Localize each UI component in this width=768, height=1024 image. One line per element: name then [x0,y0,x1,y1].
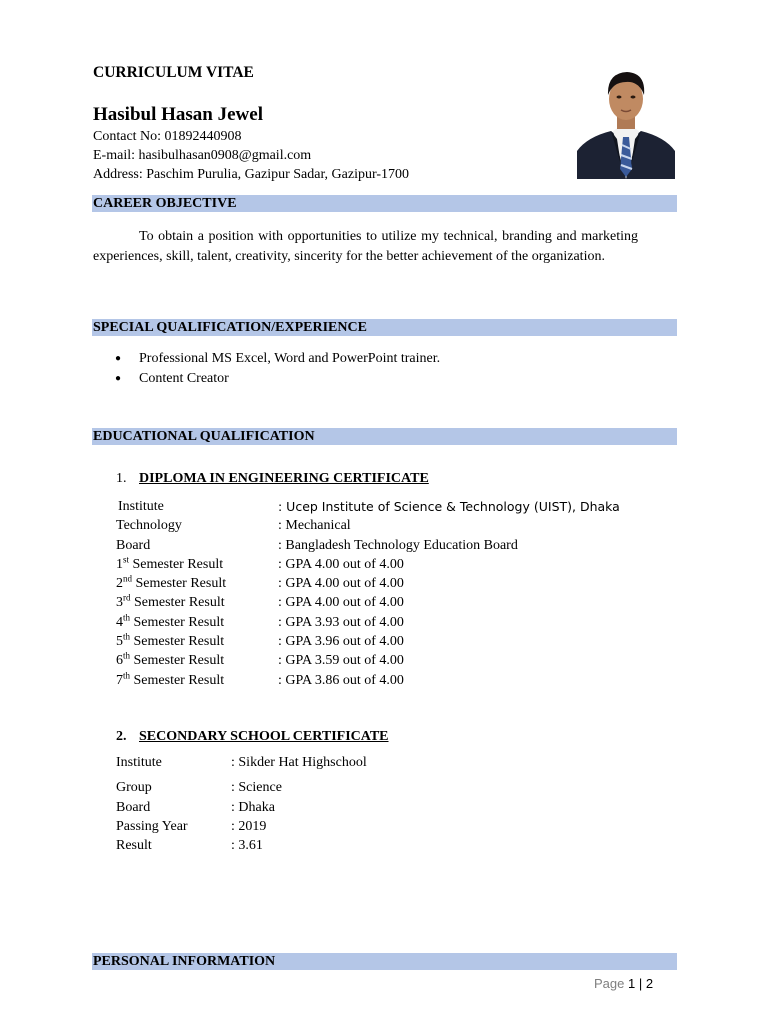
semester-label [116,613,278,632]
postal-address: Address: Paschim Purulia, Gazipur Sadar, Gazipur-1700 [93,167,410,182]
semester-label [116,671,278,690]
board-label: Board [116,537,151,553]
ssc-details [116,753,516,855]
ordinal-suffix: nd [123,573,132,584]
detail-row [116,817,516,836]
semester-row [116,671,676,690]
semester-value: : GPA 3.86 out of 4.00 [278,672,404,688]
ssc-value: : Science [231,780,282,796]
special-list [115,349,440,388]
ssc-label: Board [116,799,151,815]
semester-number: 1 [116,556,123,572]
detail-row [116,836,516,855]
ssc-label: Result [116,838,152,854]
detail-row [116,753,516,772]
semester-number: 4 [116,614,123,630]
ssc-value: : 3.61 [231,838,263,854]
objective-text: To obtain a position with opportunities to utilize my technical, branding and marketing experiences, skill, talent, creativity, sincerity for the better achievement of the organization. [93,229,638,264]
section-personal-information: PERSONAL INFORMATION [92,953,677,970]
ordinal-suffix: rd [123,592,131,603]
semester-value: : GPA 3.96 out of 4.00 [278,634,404,650]
technology-label: Technology [116,518,182,534]
document-title: CURRICULUM VITAE [93,64,254,81]
institute-value: : Ucep Institute of Science & Technology (UIST), Dhaka [278,499,620,514]
semester-value: : GPA 3.59 out of 4.00 [278,653,404,669]
ssc-value: : 2019 [231,818,267,834]
page-separator: | [638,976,643,991]
page-footer [594,976,653,991]
semester-value: : GPA 4.00 out of 4.00 [278,556,404,572]
semester-label-text: Semester Result [129,556,224,572]
semester-row [116,613,676,632]
semester-value: : GPA 4.00 out of 4.00 [278,595,404,611]
semester-label-text: Semester Result [130,653,225,669]
contact-block [93,127,409,184]
ssc-label: Group [116,780,152,796]
ssc-value: : Dhaka [231,799,275,815]
semester-row [116,632,676,651]
diploma-heading [116,471,429,487]
semester-row [116,651,676,670]
diploma-title: DIPLOMA IN ENGINEERING CERTIFICATE [139,471,429,486]
detail-row [116,497,676,516]
ssc-heading [116,729,389,745]
semester-number: 6 [116,653,123,669]
semester-label-text: Semester Result [130,672,225,688]
contact-number: Contact No: 01892440908 [93,129,242,144]
ordinal-suffix: th [123,650,131,661]
semester-results [116,555,676,690]
ordinal-suffix: st [123,554,130,565]
ssc-number: 2. [116,729,127,744]
detail-row [116,798,516,817]
ordinal-suffix: th [123,612,131,623]
semester-number: 5 [116,634,123,650]
ordinal-suffix: th [123,670,131,681]
candidate-name: Hasibul Hasan Jewel [93,104,263,125]
semester-row [116,593,676,612]
semester-label [116,651,278,670]
semester-label-text: Semester Result [130,614,225,630]
semester-value: : GPA 3.93 out of 4.00 [278,614,404,630]
ssc-label: Institute [116,755,162,770]
semester-label [116,593,278,612]
section-special-qualification: SPECIAL QUALIFICATION/EXPERIENCE [92,319,677,336]
semester-label-text: Semester Result [130,595,225,611]
semester-number: 7 [116,672,123,688]
list-item: ● Professional MS Excel, Word and PowerPoint trainer. [115,349,440,369]
semester-row [116,555,676,574]
semester-label-text: Semester Result [130,634,225,650]
ordinal-suffix: th [123,631,131,642]
email-address: E-mail: hasibulhasan0908@gmail.com [93,148,312,163]
section-career-objective: CAREER OBJECTIVE [92,195,677,212]
current-page: 1 [628,976,636,991]
diploma-number: 1. [116,471,127,486]
semester-row [116,574,676,593]
list-item: ● Content Creator [115,369,440,389]
semester-value: : GPA 4.00 out of 4.00 [278,576,404,592]
detail-row [116,516,676,535]
section-education: EDUCATIONAL QUALIFICATION [92,428,677,445]
semester-label [116,574,278,593]
total-pages: 2 [645,976,654,991]
objective-paragraph [93,227,638,266]
semester-label-text: Semester Result [132,576,227,592]
technology-value: : Mechanical [278,518,351,534]
diploma-details [116,497,676,690]
semester-label [116,632,278,651]
ssc-label: Passing Year [116,818,188,834]
semester-number: 3 [116,595,123,611]
ssc-value: : Sikder Hat Highschool [231,755,367,770]
profile-photo [577,69,675,179]
semester-label [116,555,278,574]
ssc-title: SECONDARY SCHOOL CERTIFICATE [139,729,389,744]
board-value: : Bangladesh Technology Education Board [278,537,518,553]
detail-row [116,536,676,555]
detail-row [116,778,516,797]
semester-number: 2 [116,576,123,592]
page-word: Page [594,976,625,991]
institute-label: Institute [118,499,164,514]
